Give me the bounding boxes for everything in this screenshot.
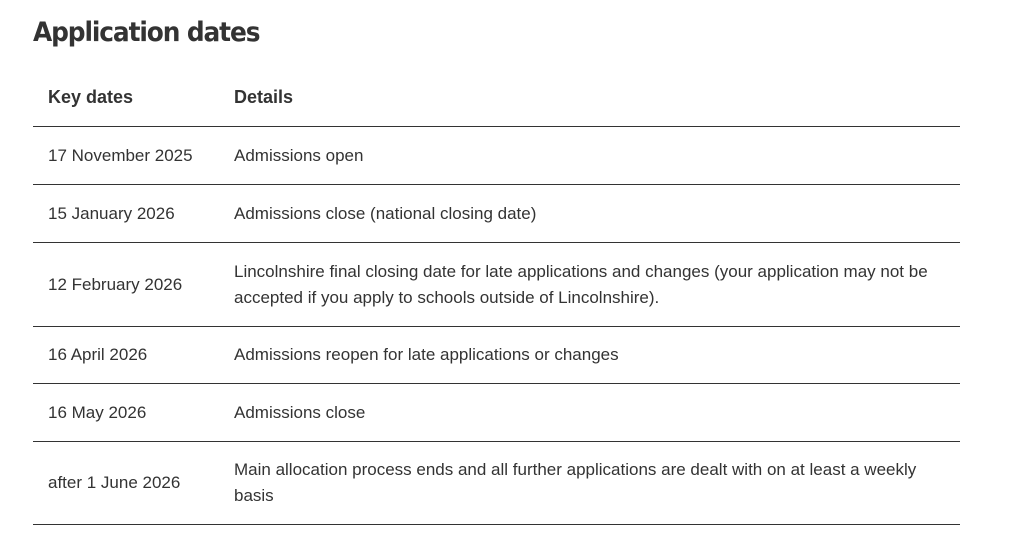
column-header-details: Details [219,68,960,127]
date-cell: after 1 June 2026 [33,442,219,525]
table-row [33,243,960,327]
date-cell: 16 April 2026 [33,327,219,384]
table-row [33,185,960,243]
table-row [33,442,960,525]
table-header-row [33,68,960,127]
table-row [33,384,960,442]
table-row [33,327,960,384]
date-cell: 16 May 2026 [33,384,219,442]
column-header-key-dates: Key dates [33,68,219,127]
detail-cell: Admissions open [219,127,960,185]
section-heading: Application dates [33,17,260,48]
detail-cell: Admissions close (national closing date) [219,185,960,243]
table-row [33,127,960,185]
date-cell: 12 February 2026 [33,243,219,327]
date-cell: 15 January 2026 [33,185,219,243]
detail-cell: Admissions close [219,384,960,442]
detail-cell: Main allocation process ends and all further applications are dealt with on at least a weekly basis [219,442,960,525]
key-dates-table [33,68,960,525]
detail-cell: Lincolnshire final closing date for late applications and changes (your application may not be accepted if you apply to schools outside of Lincolnshire). [219,243,960,327]
date-cell: 17 November 2025 [33,127,219,185]
detail-cell: Admissions reopen for late applications or changes [219,327,960,384]
